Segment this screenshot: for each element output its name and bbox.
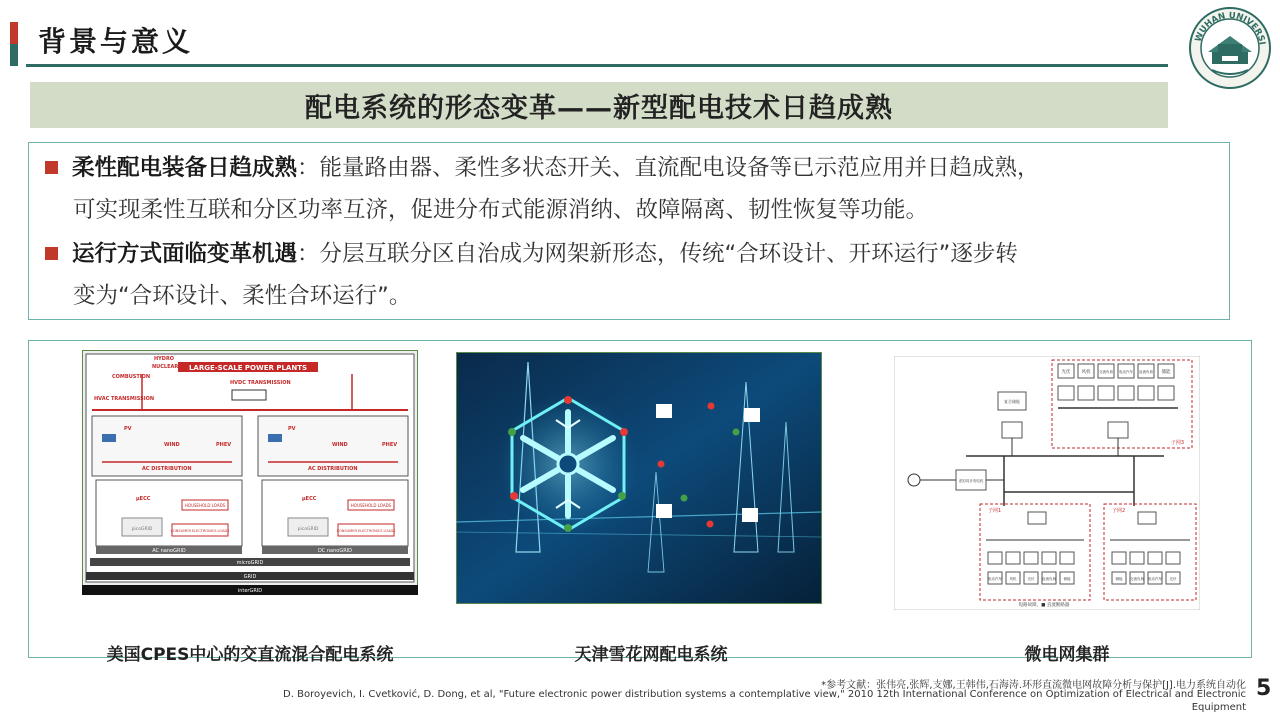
label-hydro: HYDRO	[154, 356, 175, 362]
label-pv-s3: 光伏	[1061, 370, 1071, 375]
label-consumer-left: CONSUMER ELECTRONICS LOADS	[170, 529, 230, 533]
page-title: 背景与意义	[38, 25, 194, 58]
label-ev-s2: 电动汽车	[1148, 577, 1162, 581]
label-household-left: HOUSEHOLD LOADS	[184, 503, 226, 508]
university-logo	[1188, 6, 1272, 90]
label-virtual-generator: 虚拟同步发电机	[958, 479, 984, 483]
label-wind-left: WIND	[164, 442, 180, 448]
label-ac-distribution-left: AC DISTRIBUTION	[142, 466, 192, 472]
label-storage-s3: 储能	[1161, 370, 1171, 375]
label-pv-s1: 光伏	[1027, 577, 1035, 581]
bullet-text-cont: 可实现柔性互联和分区功率互济，促进分布式能源消纳、故障隔离、韧性恢复等功能。	[73, 197, 929, 223]
label-consumer-right: CONSUMER ELECTRONICS LOADS	[336, 529, 396, 533]
label-dcload-s3: 直流负荷	[1139, 370, 1153, 374]
label-microgrid: microGRID	[236, 560, 264, 566]
label-dc-nanogrid: DC nanoGRID	[317, 548, 353, 554]
label-nuclear: NUCLEAR	[152, 364, 179, 370]
bullet-heading: 运行方式面临变革机遇	[72, 241, 298, 267]
label-pv-s2: 光伏	[1169, 577, 1177, 581]
label-intergrid: interGRID	[237, 588, 263, 594]
label-pv-right: PV	[288, 426, 296, 432]
bullet-box	[28, 142, 1230, 320]
cpes-diagram	[82, 350, 418, 595]
header-accent-green	[10, 44, 18, 66]
reference-line-1: *参考文献：张伟亮,张辉,支娜,王韩伟,石海涛.环形直流微电网故障分析与保护[J].电力系统自动化	[821, 680, 1246, 691]
bullet-marker	[45, 247, 58, 260]
label-ac-distribution-right: AC DISTRIBUTION	[308, 466, 358, 472]
label-household-right: HOUSEHOLD LOADS	[350, 503, 392, 508]
label-grid: GRID	[243, 574, 257, 580]
bullet-text-cont: 变为“合环设计、柔性合环运行”。	[73, 283, 412, 309]
banner-title: 配电系统的形态变革——新型配电技术日趋成熟	[305, 92, 893, 124]
figure-caption-microgrid: 微电网集群	[1024, 645, 1110, 665]
bullet-marker	[45, 161, 58, 174]
label-pico-right: picoGRID	[297, 527, 319, 532]
section-banner	[30, 82, 1168, 128]
label-storage-s1: 储能	[1063, 577, 1071, 581]
label-dcload-s1: 直流负荷	[1042, 577, 1056, 581]
label-power-plants: LARGE-SCALE POWER PLANTS	[188, 364, 308, 372]
bullet-item-1	[45, 147, 1225, 231]
bullet-item-2	[45, 233, 1225, 317]
figure-caption-snowflake: 天津雪花网配电系统	[574, 645, 728, 665]
label-wind-s3: 风机	[1081, 370, 1091, 375]
bullet-text: ：能量路由器、柔性多状态开关、直流配电设备等已示范应用并日趋成熟，	[297, 155, 1040, 181]
label-ev-s3: 电动汽车	[1119, 370, 1133, 374]
label-acload-s3: 交流负荷	[1099, 370, 1113, 374]
label-legend: 短路故障，■ 直流断路器	[1018, 603, 1070, 608]
figure-caption-cpes: 美国CPES中心的交直流混合配电系统	[106, 645, 394, 665]
microgrid-cluster-diagram	[894, 356, 1200, 610]
label-ac-nanogrid: AC nanoGRID	[152, 548, 186, 554]
reference-line-3: Equipment	[1191, 702, 1246, 713]
label-wind-right: WIND	[332, 442, 348, 448]
label-phev-right: PHEV	[382, 442, 398, 448]
label-subnet3: 子网3	[1170, 440, 1184, 446]
label-hvac: HVAC TRANSMISSION	[94, 396, 155, 402]
label-ecc-right: µECC	[302, 496, 317, 502]
label-ev-s1: 电动汽车	[988, 577, 1002, 581]
header-divider	[26, 64, 1168, 67]
label-combustion: COMBUSTION	[112, 374, 151, 380]
label-hvdc: HVDC TRANSMISSION	[230, 380, 291, 386]
label-composite-storage: 复合储能	[1004, 399, 1020, 404]
logo-text: WUHAN UNIVERSI	[1193, 10, 1267, 46]
label-storage-s2: 储能	[1115, 577, 1123, 581]
label-pico-left: picoGRID	[131, 527, 153, 532]
label-acload-s2: 交流负荷	[1130, 577, 1144, 581]
bullet-text: ：分层互联分区自治成为网架新形态，传统“合环设计、开环运行”逐步转	[297, 241, 1018, 267]
reference-line-2: D. Boroyevich, I. Cvetković, D. Dong, et al, "Future electronic power distribution systems a contemplative view," 2010 12th International Conference on Optimization of Electrical and Electronic	[283, 689, 1246, 700]
header-accent-red	[10, 22, 18, 44]
label-wind-s1: 风机	[1009, 577, 1017, 581]
bullet-heading: 柔性配电装备日趋成熟	[72, 155, 298, 181]
label-pv-left: PV	[124, 426, 132, 432]
label-subnet1: 子网1	[988, 508, 1002, 514]
page-number: 5	[1256, 676, 1272, 701]
label-phev-left: PHEV	[216, 442, 232, 448]
label-subnet2: 子网2	[1112, 508, 1126, 514]
label-ecc-left: µECC	[136, 496, 151, 502]
snowflake-grid-image	[456, 352, 822, 604]
